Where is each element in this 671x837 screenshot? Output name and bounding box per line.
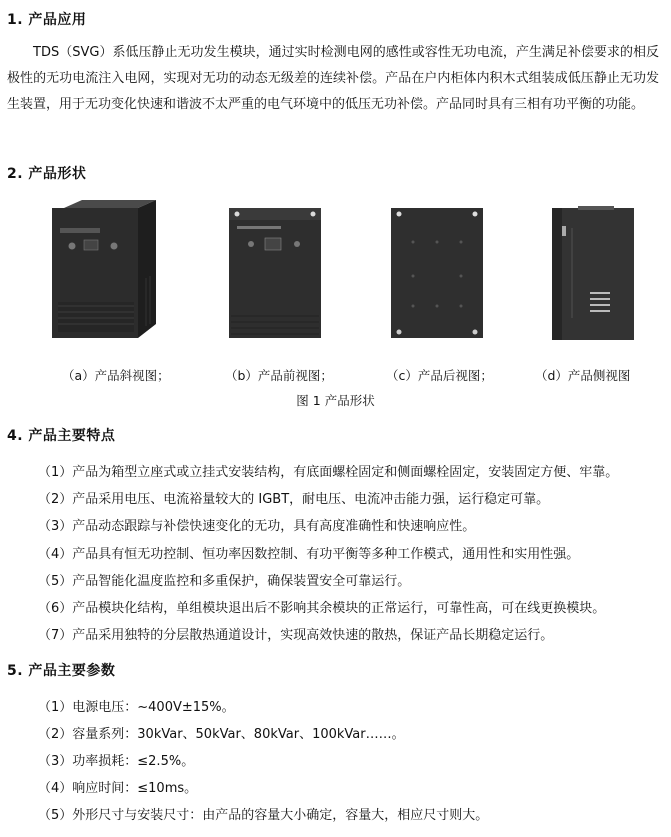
product-back-view-image bbox=[387, 198, 487, 348]
product-oblique-view-image bbox=[50, 198, 168, 348]
caption-front: （b）产品前视图； bbox=[225, 368, 333, 383]
section-title-shape: 2. 产品形状 bbox=[7, 166, 87, 182]
param-item: （2）容量系列：30kVar、50kVar、80kVar、100kVar……。 bbox=[38, 727, 405, 742]
intro-paragraph bbox=[7, 40, 659, 118]
caption-side: （d）产品侧视图 bbox=[535, 368, 631, 383]
param-item: （5）外形尺寸与安装尺寸：由产品的容量大小确定，容量大，相应尺寸则大。 bbox=[38, 808, 489, 823]
section-title-application: 1. 产品应用 bbox=[7, 12, 87, 28]
intro-text: TDS（SVG）系低压静止无功发生模块，通过实时检测电网的感性或容性无功电流，产生满足补偿要求的相反极性的无功电流注入电网，实现对无功的动态无级差的连续补偿。产品在户内柜体内积木式组装成低压静止无功发生装置，用于无功变化快速和谐波不太严重的电气环境中的低压无功补偿。产品同时具有三相有功平衡的功能。 bbox=[7, 45, 659, 112]
param-item: （3）功率损耗：≤2.5%。 bbox=[38, 754, 195, 769]
feature-item: （7）产品采用独特的分层散热通道设计，实现高效快速的散热，保证产品长期稳定运行。 bbox=[38, 628, 554, 643]
feature-item: （6）产品模块化结构，单组模块退出后不影响其余模块的正常运行，可靠性高，可在线更换模块。 bbox=[38, 601, 606, 616]
param-item: （1）电源电压：~400V±15%。 bbox=[38, 700, 235, 715]
product-side-view-image bbox=[548, 198, 638, 348]
feature-item: （4）产品具有恒无功控制、恒功率因数控制、有功平衡等多种工作模式，通用性和实用性强。 bbox=[38, 547, 580, 562]
param-item: （4）响应时间：≤10ms。 bbox=[38, 781, 198, 796]
feature-item: （2）产品采用电压、电流裕量较大的 IGBT，耐电压、电流冲击能力强，运行稳定可靠。 bbox=[38, 492, 550, 507]
section-title-features: 4. 产品主要特点 bbox=[7, 428, 116, 444]
feature-item: （1）产品为箱型立座式或立挂式安装结构，有底面螺栓固定和侧面螺栓固定，安装固定方便、牢靠。 bbox=[38, 465, 619, 480]
section-title-parameters: 5. 产品主要参数 bbox=[7, 663, 116, 679]
caption-oblique: （a）产品斜视图； bbox=[62, 368, 170, 383]
product-front-view-image bbox=[225, 198, 325, 348]
feature-item: （5）产品智能化温度监控和多重保护，确保装置安全可靠运行。 bbox=[38, 574, 411, 589]
feature-item: （3）产品动态跟踪与补偿快速变化的无功，具有高度准确性和快速响应性。 bbox=[38, 519, 476, 534]
figure-title: 图 1 产品形状 bbox=[296, 393, 375, 408]
caption-back: （c）产品后视图； bbox=[386, 368, 493, 383]
